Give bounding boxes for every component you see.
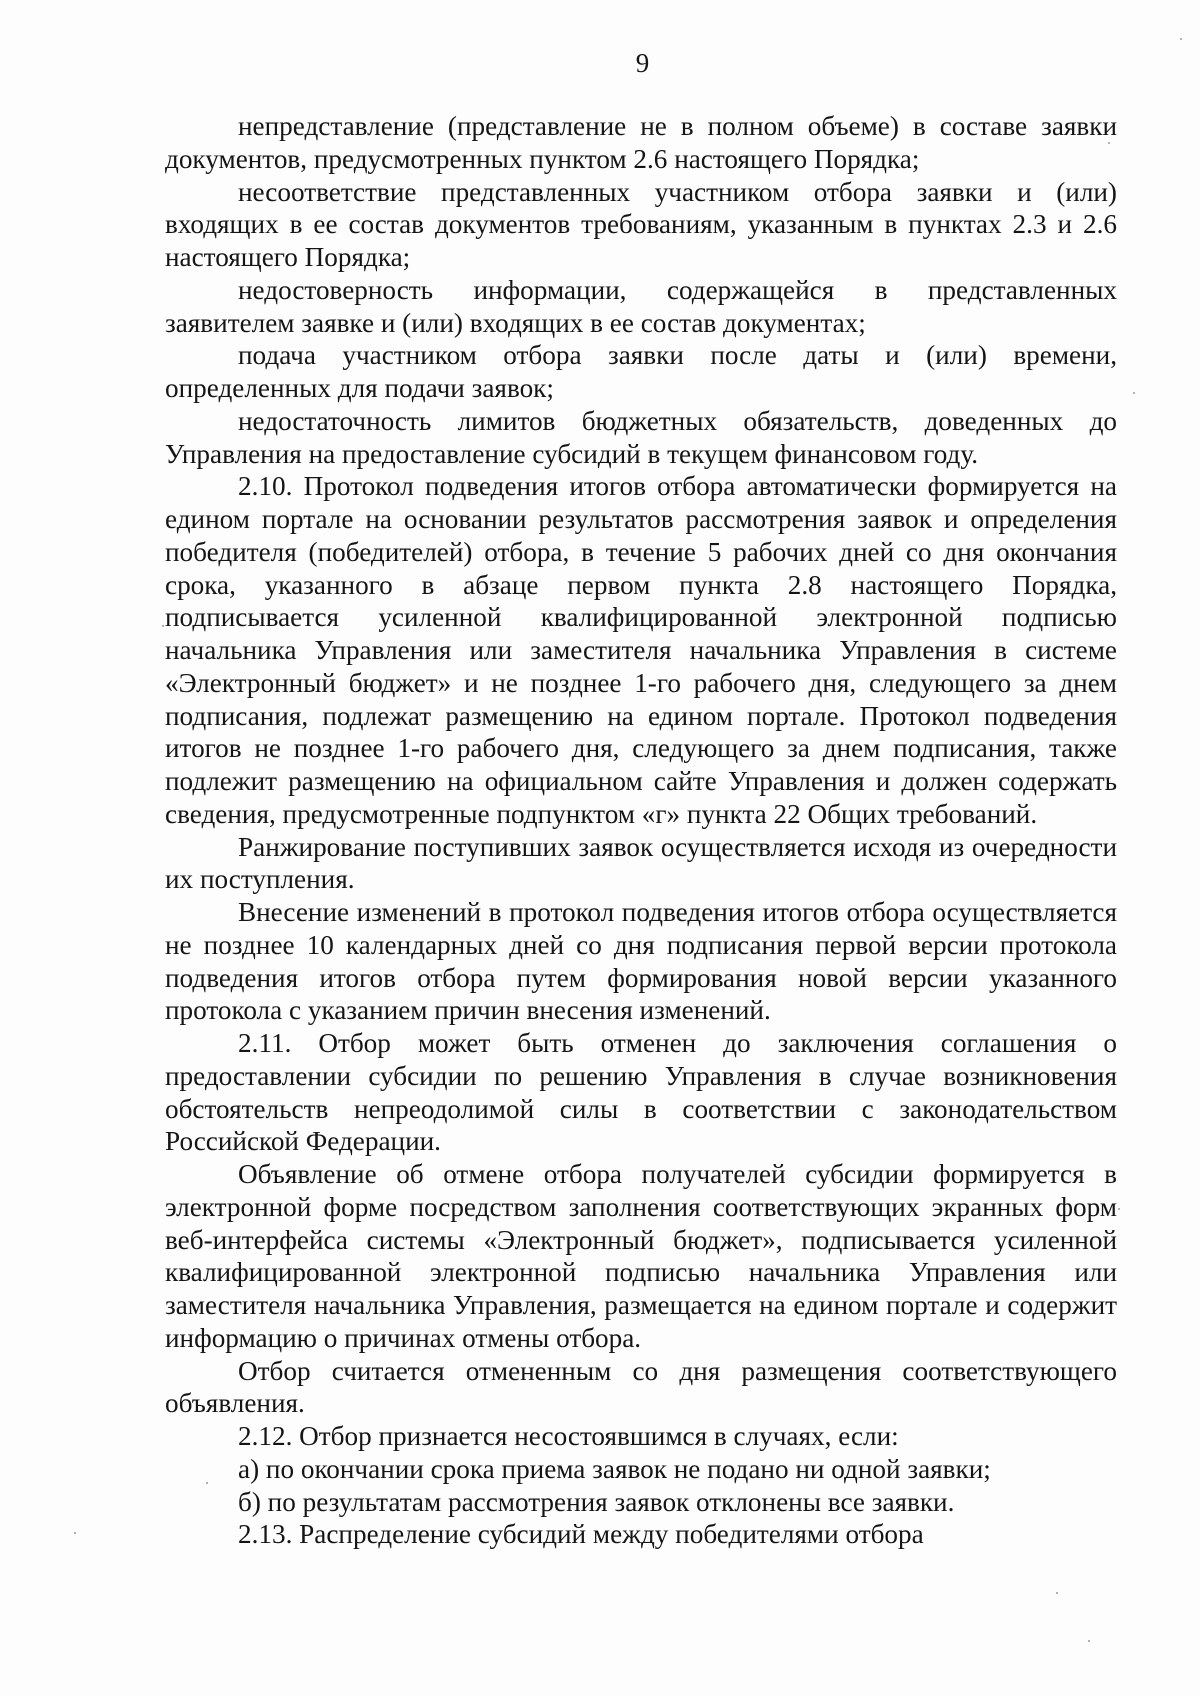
scan-speck: [1108, 142, 1110, 144]
paragraph-2-13-distribution: 2.13. Распределение субсидий между победителями отбора: [238, 1519, 924, 1550]
paragraph-2-11-cancellation: 2.11. Отбор может быть отменен до заключения соглашения о предоставлении субсидии по решению Управления в случае возникновения обстоятельств непреодолимой силы в соответствии с законодательством Российской Федерации.: [165, 1028, 1117, 1157]
scan-speck: [1088, 1640, 1090, 1642]
scan-speck: [206, 1482, 208, 1484]
scan-speck: [1133, 392, 1135, 394]
paragraph-cancellation-announcement: Объявление об отмене отбора получателей субсидии формируется в электронной форме посредством заполнения соответствующих экранных форм веб-интерфейса системы «Электронный бюджет», подписывается усиленной квалифицированной электронной подписью начальника Управления или заместителя начальника Управления, размещается на едином портале и содержит информацию о причинах отмены отбора.: [165, 1159, 1117, 1353]
paragraph-2-12-case-b: б) по результатам рассмотрения заявок отклонены все заявки.: [238, 1486, 955, 1517]
paragraph-protocol-changes: Внесение изменений в протокол подведения итогов отбора осуществляется не позднее 10 календарных дней со дня подписания первой версии протокола подведения итогов отбора путем формирования новой версии указанного протокола с указанием причин внесения изменений.: [165, 897, 1117, 1026]
scan-speck: [1118, 1208, 1120, 1210]
paragraph-2-12-failed-selection: 2.12. Отбор признается несостоявшимся в случаях, если:: [238, 1421, 899, 1451]
paragraph-rejection-nonconformity: несоответствие представленных участником отбора заявки и (или) входящих в ее состав документов требованиям, указанным в пунктах 2.3 и 2.6 настоящего Порядка;: [165, 176, 1117, 272]
paragraph-ranking: Ранжирование поступивших заявок осуществляется исходя из очередности их поступления.: [165, 831, 1117, 895]
paragraph-rejection-incomplete-documents: непредставление (представление не в полном объеме) в составе заявки документов, предусмотренных пунктом 2.6 настоящего Порядка;: [165, 111, 1117, 174]
scan-speck: [1180, 38, 1182, 40]
paragraph-2-12-case-a: а) по окончании срока приема заявок не подано ни одной заявки;: [238, 1453, 991, 1484]
paragraph-2-10-protocol: 2.10. Протокол подведения итогов отбора автоматически формируется на едином портале на основании результатов рассмотрения заявок и определения победителя (победителей) отбора, в течение 5 рабочих дней со дня окончания срока, указанного в абзаце первом пункта 2.8 настоящего Порядка, подписывается усиленной квалифицированной электронной подписью начальника Управления или заместителя начальника Управления в системе «Электронный бюджет» и не позднее 1-го рабочего дня, следующего за днем подписания, подлежат размещению на едином портале. Протокол подведения итогов не позднее 1-го рабочего дня, следующего за днем подписания, также подлежит размещению на официальном сайте Управления и должен содержать сведения, предусмотренные подпунктом «г» пункта 22 Общих требований.: [165, 471, 1117, 829]
paragraph-rejection-late-submission: подача участником отбора заявки после даты и (или) времени, определенных для подачи заявок;: [165, 340, 1117, 403]
page-number: 9: [635, 48, 650, 78]
document-body: [165, 110, 1117, 1551]
paragraph-cancellation-date: Отбор считается отмененным со дня размещения соответствующего объявления.: [165, 1355, 1117, 1419]
scan-speck: [1056, 1592, 1058, 1594]
paragraph-rejection-insufficient-limits: недостаточность лимитов бюджетных обязательств, доведенных до Управления на предоставление субсидий в текущем финансовом году.: [165, 405, 1117, 469]
scan-speck: [74, 1532, 76, 1534]
scan-speck: [162, 625, 164, 627]
paragraph-rejection-false-information: недостоверность информации, содержащейся в представленных заявителем заявке и (или) входящих в ее состав документах;: [165, 274, 1117, 338]
